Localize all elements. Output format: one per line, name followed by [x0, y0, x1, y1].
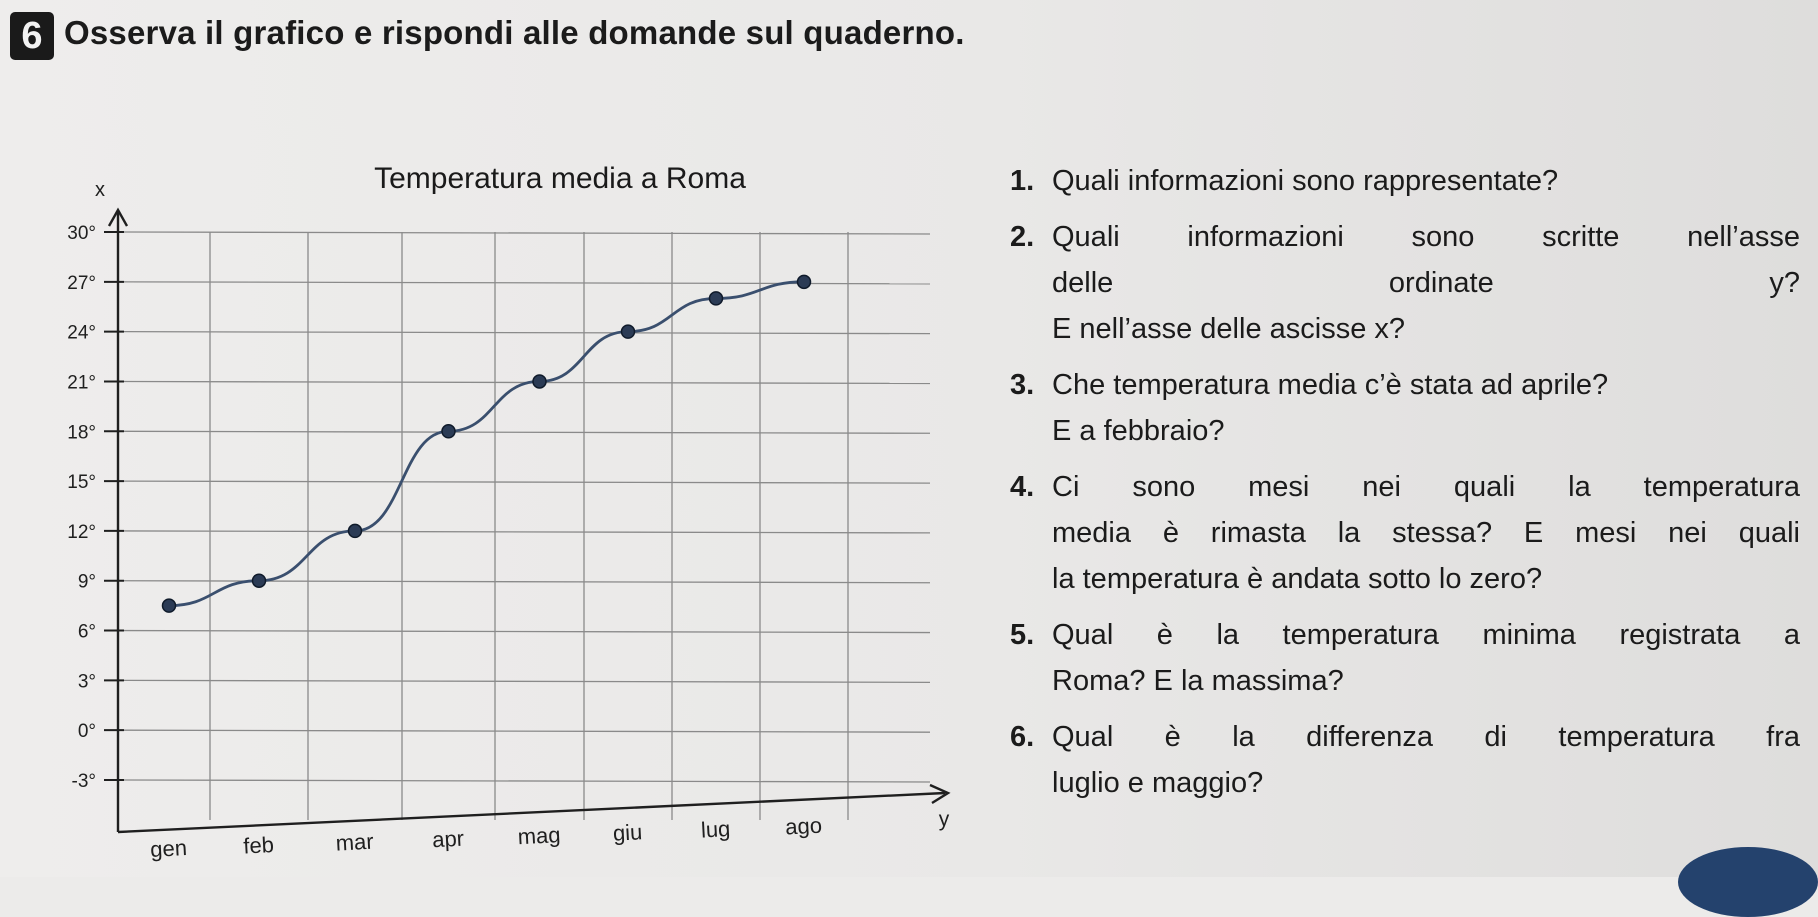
x-tick-label: gen: [149, 835, 188, 862]
y-tick-label: 9°: [77, 571, 96, 593]
question-item: [1010, 464, 1800, 602]
x-tick-label: giu: [612, 819, 643, 846]
y-tick-label: 12°: [67, 521, 96, 543]
question-text-line: Qual è la temperatura minima registrata a: [1052, 619, 1800, 651]
question-item: [1010, 158, 1800, 204]
questions-list: [1010, 158, 1800, 806]
gridline-horizontal: [118, 431, 930, 433]
question-text-line: luglio e maggio?: [1052, 767, 1264, 799]
question-text-line: Ci sono mesi nei quali la temperatura: [1052, 471, 1800, 503]
question-text-line: E a febbraio?: [1052, 415, 1225, 447]
temperature-chart: [0, 120, 990, 877]
chart-title: Temperatura media a Roma: [374, 162, 746, 195]
data-point-marker: [442, 425, 455, 438]
exercise-number-badge: 6: [10, 12, 54, 60]
gridline-horizontal: [118, 332, 930, 334]
data-point-marker: [710, 292, 723, 305]
question-number: 1.: [1010, 165, 1035, 197]
corner-shape: [1678, 847, 1818, 917]
gridline-horizontal: [118, 730, 930, 732]
y-tick-label: 27°: [67, 272, 96, 294]
y-tick-label: 24°: [67, 322, 96, 344]
question-item: [1010, 612, 1800, 704]
gridline-horizontal: [118, 680, 930, 682]
gridline-horizontal: [118, 232, 930, 234]
question-item: [1010, 362, 1800, 454]
question-number: 2.: [1010, 221, 1035, 253]
y-tick-label: 0°: [77, 721, 96, 743]
question-text-line: Qual è la differenza di temperatura fra: [1052, 721, 1800, 753]
question-text-line: la temperatura è andata sotto lo zero?: [1052, 563, 1543, 595]
exercise-instruction: Osserva il grafico e rispondi alle domande sul quaderno.: [64, 14, 965, 51]
question-number: 5.: [1010, 619, 1035, 651]
x-tick-label: mar: [335, 828, 375, 856]
question-item: [1010, 714, 1800, 806]
gridline-horizontal: [118, 481, 930, 483]
question-text-line: Quali informazioni sono scritte nell’asse: [1052, 221, 1800, 253]
y-tick-label: -3°: [71, 771, 96, 792]
y-tick-label: 30°: [67, 223, 96, 244]
data-point-marker: [798, 275, 811, 288]
question-text-line: Quali informazioni sono rappresentate?: [1052, 165, 1559, 197]
x-tick-label: apr: [431, 825, 465, 853]
x-tick-label: feb: [242, 832, 275, 859]
x-tick-label: lug: [700, 816, 731, 843]
y-tick-label: 3°: [77, 671, 96, 693]
question-text-line: media è rimasta la stessa? E mesi nei quali: [1052, 517, 1800, 549]
x-tick-label: ago: [784, 812, 823, 840]
question-number: 3.: [1010, 369, 1035, 401]
data-point-marker: [622, 325, 635, 338]
question-text-line: Che temperatura media c’è stata ad aprile?: [1052, 369, 1609, 401]
gridline-horizontal: [118, 780, 930, 782]
data-point-marker: [253, 574, 266, 587]
y-tick-label: 6°: [77, 621, 96, 643]
question-text-line: E nell’asse delle ascisse x?: [1052, 313, 1406, 345]
y-tick-label: 21°: [67, 372, 96, 394]
data-point-marker: [533, 375, 546, 388]
y-tick-label: 15°: [67, 472, 96, 494]
series-line: [169, 282, 804, 606]
gridline-horizontal: [118, 531, 930, 533]
question-number: 4.: [1010, 471, 1035, 503]
question-text-line: delle ordinate y?: [1052, 267, 1800, 299]
question-item: [1010, 214, 1800, 352]
question-number: 6.: [1010, 721, 1035, 753]
gridline-horizontal: [118, 631, 930, 633]
x-tick-label: mag: [517, 822, 562, 850]
data-point-marker: [163, 599, 176, 612]
x-axis-label: y: [938, 808, 950, 831]
data-point-marker: [349, 524, 362, 537]
question-text-line: Roma? E la massima?: [1052, 665, 1344, 697]
y-axis-label: x: [95, 179, 105, 201]
y-tick-label: 18°: [67, 422, 96, 444]
line-chart-svg: [0, 120, 990, 877]
